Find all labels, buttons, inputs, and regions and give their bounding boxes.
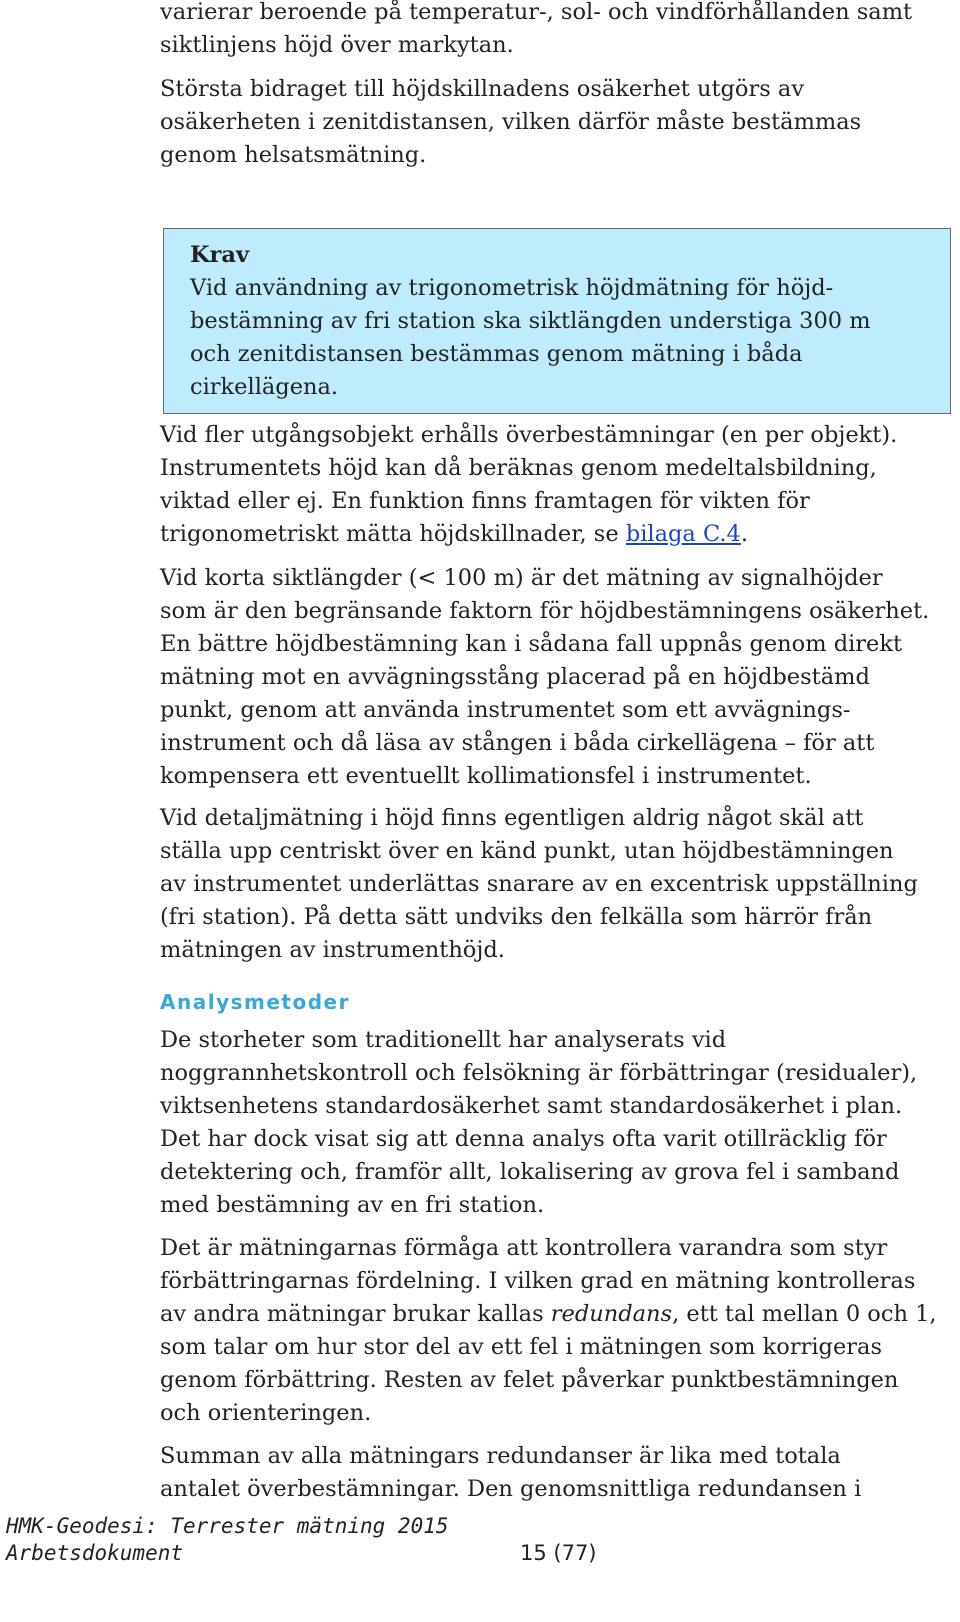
text-line: Instrumentets höjd kan då beräknas genom medeltalsbildning, <box>160 455 877 481</box>
text-line: En bättre höjdbestämning kan i sådana fall uppnås genom direkt <box>160 631 903 657</box>
text-line: viktsenhetens standardosäkerhet samt standardosäkerhet i plan. <box>160 1093 903 1119</box>
text-line: varierar beroende på temperatur-, sol- och vindförhållanden samt <box>160 0 913 25</box>
text-line: med bestämning av en fri station. <box>160 1192 545 1218</box>
text-line <box>160 518 950 551</box>
text-line: som är den begränsande faktorn för höjdbestämningens osäkerhet. <box>160 598 930 624</box>
text-line: Det är mätningarnas förmåga att kontrollera varandra som styr <box>160 1235 888 1261</box>
text-line: genom helsatsmätning. <box>160 142 427 168</box>
paragraph-3 <box>160 419 950 551</box>
text-line: siktlinjens höjd över markytan. <box>160 32 514 58</box>
text-line: Det har dock visat sig att denna analys ofta varit otillräcklig för <box>160 1126 887 1152</box>
footer-doc-type: Arbetsdokument <box>6 1541 184 1565</box>
paragraph-1 <box>160 0 950 62</box>
text-line: ställa upp centriskt över en känd punkt, utan höjdbestämningen <box>160 838 894 864</box>
text-line: kompensera ett eventuellt kollimationsfel i instrumentet. <box>160 763 812 789</box>
appendix-link[interactable]: bilaga C.4 <box>625 521 741 547</box>
text-line: cirkellägena. <box>190 374 339 400</box>
text-line: instrument och då läsa av stången i båda cirkellägena – för att <box>160 730 875 756</box>
paragraph-4 <box>160 562 950 793</box>
paragraph-7 <box>160 1232 950 1430</box>
text-line: och zenitdistansen bestämmas genom mätning i båda <box>190 341 803 367</box>
text-line: bestämning av fri station ska siktlängden understiga 300 m <box>190 308 871 334</box>
paragraph-6 <box>160 1024 950 1222</box>
requirement-box <box>163 228 951 414</box>
text-line: mätningen av instrumenthöjd. <box>160 937 505 963</box>
text-line: och orienteringen. <box>160 1400 372 1426</box>
text-line: mätning mot en avvägningsstång placerad på en höjdbestämd <box>160 664 870 690</box>
text-line: Vid användning av trigonometrisk höjdmätning för höjd- <box>190 275 834 301</box>
requirement-text <box>190 272 871 404</box>
text-line: Vid detaljmätning i höjd finns egentligen aldrig något skäl att <box>160 805 864 831</box>
text-line: genom förbättring. Resten av felet påverkar punktbestämningen <box>160 1367 899 1393</box>
text-line: detektering och, framför allt, lokalisering av grova fel i samband <box>160 1159 900 1185</box>
text-segment: , ett tal mellan 0 och 1, <box>672 1301 937 1327</box>
paragraph-2 <box>160 73 950 172</box>
text-line: Summan av alla mätningars redundanser är lika med totala <box>160 1443 841 1469</box>
text-segment: trigonometriskt mätta höjdskillnader, se <box>160 521 626 547</box>
text-line: Vid korta siktlängder (< 100 m) är det mätning av signalhöjder <box>160 565 883 591</box>
paragraph-8 <box>160 1440 950 1506</box>
text-segment: av andra mätningar brukar kallas <box>160 1301 551 1327</box>
text-line <box>160 1298 950 1331</box>
text-line: (fri station). På detta sätt undviks den felkälla som härrör från <box>160 904 873 930</box>
text-line: som talar om hur stor del av ett fel i mätningen som korrigeras <box>160 1334 882 1360</box>
text-line: punkt, genom att använda instrumentet som ett avvägnings- <box>160 697 851 723</box>
text-line: Vid fler utgångsobjekt erhålls överbestämningar (en per objekt). <box>160 422 898 448</box>
text-line: av instrumentet underlättas snarare av en excentrisk uppställning <box>160 871 918 897</box>
footer-doc-title: HMK-Geodesi: Terrester mätning 2015 <box>6 1514 449 1538</box>
text-line: osäkerheten i zenitdistansen, vilken därför måste bestämmas <box>160 109 862 135</box>
text-line: noggrannhetskontroll och felsökning är förbättringar (residualer), <box>160 1060 918 1086</box>
text-line: antalet överbestämningar. Den genomsnittliga redundansen i <box>160 1476 862 1502</box>
requirement-title: Krav <box>190 242 250 268</box>
text-line: Största bidraget till höjdskillnadens osäkerhet utgörs av <box>160 76 805 102</box>
italic-term: redundans <box>550 1301 673 1327</box>
text-segment: . <box>740 521 749 547</box>
text-line: De storheter som traditionellt har analyserats vid <box>160 1027 727 1053</box>
paragraph-5 <box>160 802 950 967</box>
text-line: viktad eller ej. En funktion finns framtagen för vikten för <box>160 488 810 514</box>
page-number: 15 (77) <box>520 1541 597 1565</box>
text-line: förbättringarnas fördelning. I vilken grad en mätning kontrolleras <box>160 1268 916 1294</box>
section-heading: Analysmetoder <box>160 990 350 1014</box>
